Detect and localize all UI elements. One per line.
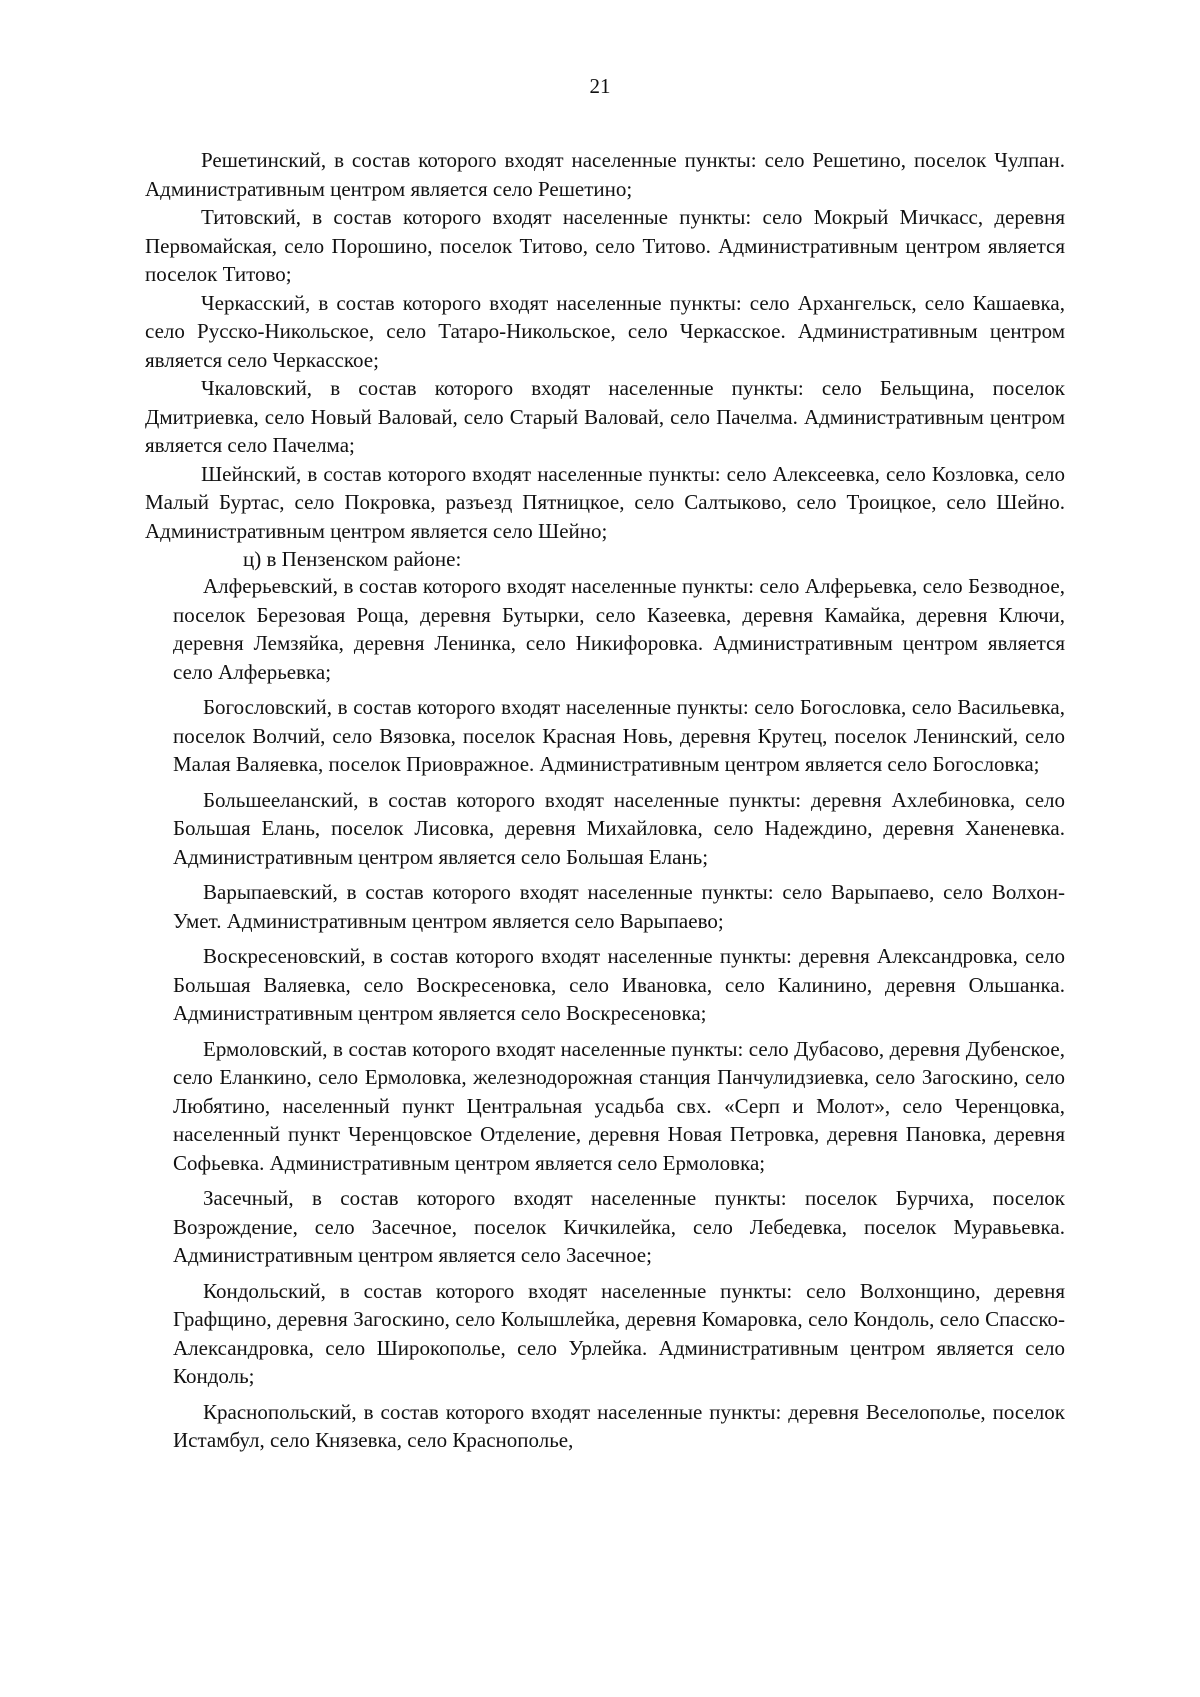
paragraph-bogoslovsky: Богословский, в состав которого входят населенные пункты: село Богословка, село Васильевка, поселок Волчий, село Вязовка, поселок Красная Новь, деревня Крутец, поселок Ленинский, село Малая Валяевка, поселок Приовражное. Административным центром является село Богословка; bbox=[173, 695, 1065, 776]
paragraph-reshetinsky: Решетинский, в состав которого входят населенные пункты: село Решетино, поселок Чулпан. Административным центром является село Решетино; bbox=[145, 148, 1065, 201]
district-heading: ц) в Пензенском районе: bbox=[243, 547, 462, 571]
paragraph-varypaevsky: Варыпаевский, в состав которого входят населенные пункты: село Варыпаево, село Волхон-Умет. Административным центром является село Варыпаево; bbox=[173, 880, 1065, 933]
page-number: 21 bbox=[589, 74, 611, 98]
paragraph-chkalovsky: Чкаловский, в состав которого входят населенные пункты: село Бельщина, поселок Дмитриевка, село Новый Валовай, село Старый Валовай, село Пачелма. Административным центром является село Пачелма; bbox=[145, 376, 1065, 457]
paragraph-krasnopolsky: Краснопольский, в состав которого входят населенные пункты: деревня Веселополье, поселок Истамбул, село Князевка, село Краснополье, bbox=[173, 1399, 1065, 1452]
paragraph-bolsheelansky: Большееланский, в состав которого входят населенные пункты: деревня Ахлебиновка, село Большая Елань, поселок Лисовка, деревня Михайловка, село Надеждино, деревня Ханеневка. Административным центром является село Большая Елань; bbox=[173, 787, 1065, 869]
paragraph-zasechny: Засечный, в состав которого входят населенные пункты: поселок Бурчиха, поселок Возрождение, село Засечное, поселок Кичкилейка, село Лебедевка, поселок Муравьевка. Административным центром является село Засечное; bbox=[173, 1186, 1065, 1267]
section-a bbox=[145, 146, 1065, 574]
paragraph-alferyevsky: Алферьевский, в состав которого входят населенные пункты: село Алферьевка, село Безводное, поселок Березовая Роща, деревня Бутырки, село Казеевка, деревня Камайка, деревня Ключи, деревня Лемзяйка, деревня Ленинка, село Никифоровка. Административным центром является село Алферьевка; bbox=[173, 574, 1065, 684]
paragraph-titovsky: Титовский, в состав которого входят населенные пункты: село Мокрый Мичкасс, деревня Первомайская, село Порошино, поселок Титово, село Титово. Административным центром является поселок Титово; bbox=[145, 205, 1065, 286]
paragraph-voskresenovsky: Воскресеновский, в состав которого входят населенные пункты: деревня Александровка, село Большая Валяевка, село Воскресеновка, село Ивановка, село Калинино, деревня Ольшанка. Административным центром является село Воскресеновка; bbox=[173, 944, 1065, 1025]
section-b bbox=[173, 572, 1065, 1455]
paragraph-cherkassky: Черкасский, в состав которого входят населенные пункты: село Архангельск, село Кашаевка, село Русско-Никольское, село Татаро-Никольское, село Черкасское. Административным центром является село Черкасское; bbox=[145, 290, 1065, 372]
paragraph-sheinsky: Шейнский, в состав которого входят населенные пункты: село Алексеевка, село Козловка, село Малый Буртас, село Покровка, разъезд Пятницкое, село Салтыково, село Троицкое, село Шейно. Административным центром является село Шейно; bbox=[145, 461, 1065, 543]
paragraph-kondolsky: Кондольский, в состав которого входят населенные пункты: село Волхонщино, деревня Графщино, деревня Загоскино, село Колышлейка, деревня Комаровка, село Кондоль, село Спасско-Александровка, село Широкополье, село Урлейка. Административным центром является село Кондоль; bbox=[173, 1278, 1065, 1388]
paragraph-ermolovsky: Ермоловский, в состав которого входят населенные пункты: село Дубасово, деревня Дубенское, село Еланкино, село Ермоловка, железнодорожная станция Панчулидзиевка, село Загоскино, село Любятино, населенный пункт Центральная усадьба свх. «Серп и Молот», село Черенцовка, населенный пункт Черенцовское Отделение, деревня Новая Петровка, деревня Пановка, деревня Софьевка. Административным центром является село Ермоловка; bbox=[173, 1036, 1065, 1175]
